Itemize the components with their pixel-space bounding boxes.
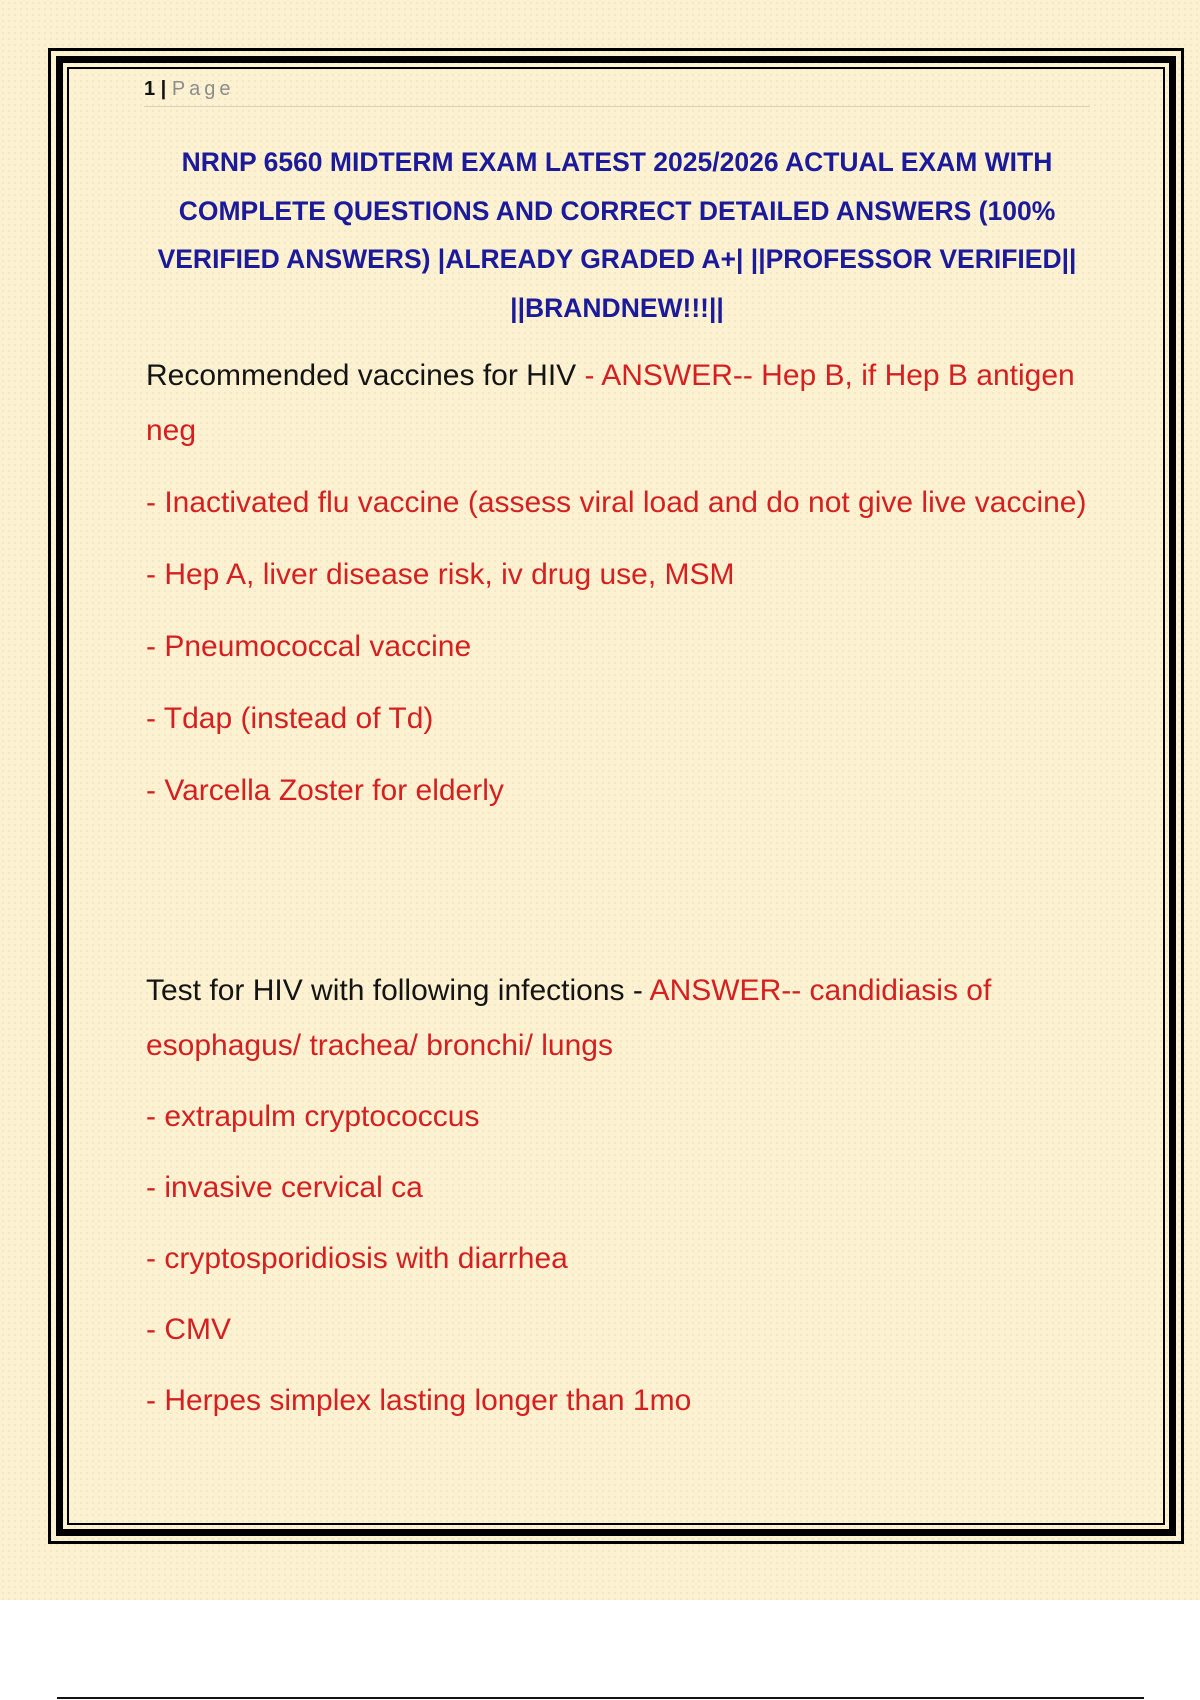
- answer-item: - invasive cervical ca: [146, 1171, 423, 1204]
- answer-text: ANSWER-- candidiasis of esophagus/ trachea/ bronchi/ lungs: [146, 974, 992, 1062]
- question-text: Test for HIV with following infections -: [146, 974, 643, 1007]
- document-title: NRNP 6560 MIDTERM EXAM LATEST 2025/2026 ACTUAL EXAM WITH COMPLETE QUESTIONS AND CORRECT DETAILED ANSWERS (100% VERIFIED ANSWERS) |ALREADY GRADED A+| ||PROFESSOR VERIFIED|| ||BRANDNEW!!!||: [157, 147, 1077, 323]
- answer-item: - Varcella Zoster for elderly: [146, 774, 504, 807]
- answer-item: - CMV: [146, 1313, 231, 1346]
- qa-question-paragraph: [146, 348, 1090, 458]
- answer-item: - Hep A, liver disease risk, iv drug use, MSM: [146, 558, 735, 591]
- answer-item: - extrapulm cryptococcus: [146, 1100, 480, 1133]
- page-separator: |: [155, 78, 172, 100]
- answer-item: - Inactivated flu vaccine (assess viral load and do not give live vaccine): [146, 486, 1087, 519]
- answer-item: - Pneumococcal vaccine: [146, 630, 472, 663]
- qa-block-hiv-testing: [146, 963, 1090, 1428]
- page-header: [144, 74, 1090, 107]
- answer-text: - ANSWER-- Hep B, if Hep B antigen neg: [146, 359, 1075, 447]
- page-label: Page: [171, 78, 235, 100]
- qa-block-vaccines: [146, 348, 1090, 818]
- answer-item: - Herpes simplex lasting longer than 1mo: [146, 1384, 692, 1417]
- qa-question-paragraph: [146, 963, 1090, 1073]
- page-number: 1: [144, 78, 156, 100]
- footer-rule: [57, 1697, 1144, 1699]
- answer-item: - cryptosporidiosis with diarrhea: [146, 1242, 568, 1275]
- question-text: Recommended vaccines for HIV: [146, 359, 577, 392]
- answer-item: - Tdap (instead of Td): [146, 702, 434, 735]
